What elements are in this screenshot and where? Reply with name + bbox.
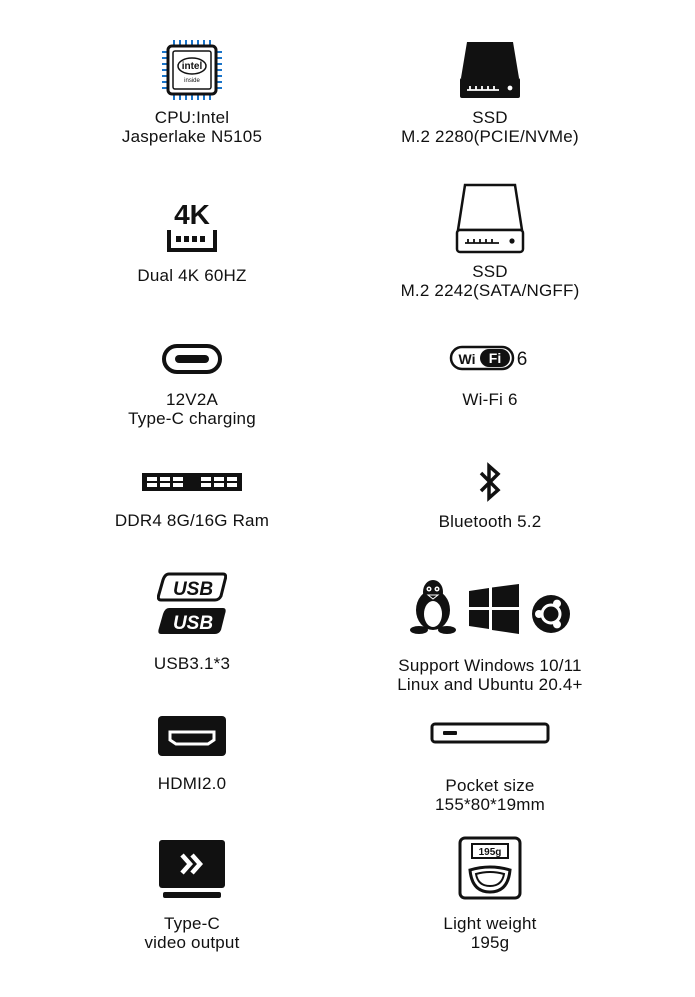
feature-ssd-sata xyxy=(340,182,640,300)
monitor-output-icon xyxy=(159,840,225,898)
feature-ram xyxy=(42,470,342,530)
feature-label: CPU:Intel Jasperlake N5105 xyxy=(121,108,263,146)
feature-hdmi xyxy=(42,714,342,793)
svg-text:inside: inside xyxy=(184,78,200,84)
feature-label: USB3.1*3 xyxy=(153,654,231,673)
usb-logo-icon xyxy=(157,572,227,638)
feature-label: Type-C video output xyxy=(144,914,240,952)
linux-tux-icon xyxy=(409,578,457,634)
feature-wifi6 xyxy=(340,344,640,409)
svg-text:Wi: Wi xyxy=(458,351,476,367)
ssd-outline-drive-icon xyxy=(455,182,525,254)
feature-label: Light weight 195g xyxy=(443,914,537,952)
windows-logo-icon xyxy=(469,584,519,634)
svg-text:USB: USB xyxy=(172,579,214,600)
svg-text:4K: 4K xyxy=(174,199,210,230)
feature-label: Dual 4K 60HZ xyxy=(137,266,247,285)
feature-4k xyxy=(42,198,342,285)
svg-text:6: 6 xyxy=(516,349,528,370)
feature-usb xyxy=(42,572,342,673)
intel-inside-chip-icon xyxy=(162,40,222,100)
feature-label: 12V2A Type-C charging xyxy=(128,390,256,428)
svg-text:195g: 195g xyxy=(478,847,502,858)
weight-scale-icon xyxy=(458,836,522,900)
ram-stick-icon xyxy=(140,470,244,494)
feature-label: HDMI2.0 xyxy=(157,774,227,793)
wifi6-logo-icon xyxy=(449,344,531,372)
feature-typec-video xyxy=(42,838,342,952)
feature-typec-charging xyxy=(42,342,342,428)
svg-text:USB: USB xyxy=(172,613,214,634)
feature-label: DDR4 8G/16G Ram xyxy=(114,511,270,530)
feature-ssd-nvme xyxy=(340,38,640,146)
feature-label: SSD M.2 2242(SATA/NGFF) xyxy=(400,262,580,300)
feature-bluetooth xyxy=(340,462,640,531)
4k-display-icon xyxy=(166,198,218,252)
feature-label: Wi-Fi 6 xyxy=(462,390,518,409)
feature-label: SSD M.2 2280(PCIE/NVMe) xyxy=(401,108,579,146)
feature-pocket-size xyxy=(340,720,640,814)
svg-text:intel: intel xyxy=(181,61,203,72)
hdmi-port-icon xyxy=(158,716,226,756)
ssd-solid-drive-icon xyxy=(459,38,521,100)
feature-label: Support Windows 10/11 Linux and Ubuntu 20.4+ xyxy=(397,656,583,694)
feature-light-weight xyxy=(340,836,640,952)
slim-device-icon xyxy=(430,722,550,744)
feature-label: Pocket size 155*80*19mm xyxy=(435,776,545,814)
usb-c-port-icon xyxy=(162,344,222,374)
feature-cpu xyxy=(42,38,342,146)
feature-os-support xyxy=(340,576,640,694)
ubuntu-logo-icon xyxy=(531,594,571,634)
svg-text:Fi: Fi xyxy=(488,350,502,366)
bluetooth-icon xyxy=(477,462,503,502)
feature-label: Bluetooth 5.2 xyxy=(438,512,542,531)
